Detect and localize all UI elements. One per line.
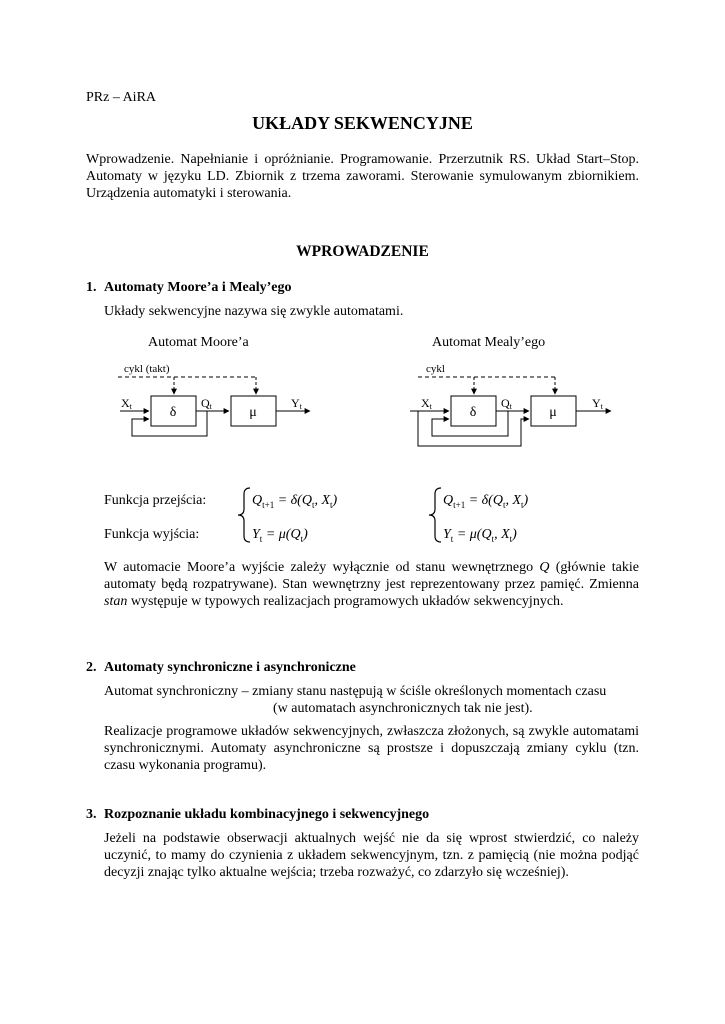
moore-input-label: Xt bbox=[121, 396, 132, 411]
mealy-state-label: Qt bbox=[501, 396, 512, 411]
page-title: UKŁADY SEKWENCYJNE bbox=[252, 113, 473, 133]
s3-heading: Rozpoznanie układu kombinacyjnego i sekwencyjnego bbox=[104, 807, 430, 822]
s2-p1-line1: Automat synchroniczny – zmiany stanu następują w ściśle określonych momentach czasu bbox=[104, 684, 607, 699]
mealy-mu-symbol: μ bbox=[549, 405, 557, 420]
moore-title: Automat Moore’a bbox=[148, 335, 249, 350]
func-output-label: Funkcja wyjścia: bbox=[104, 527, 200, 542]
abstract: Wprowadzenie. Napełnianie i opróżnianie. Programowanie. Przerzutnik RS. Układ Start–Stop. Automaty w języku LD. Zbiornik z trzema zaworami. Sterowanie symulowanym zbiornikiem. Urządzenia automatyki i sterowania. bbox=[86, 152, 639, 201]
func-transition-label: Funkcja przejścia: bbox=[104, 493, 207, 508]
s3-number: 3. bbox=[86, 807, 97, 822]
mealy-output-label: Yt bbox=[592, 396, 603, 411]
mealy-input-label: Xt bbox=[421, 396, 432, 411]
moore-delta-symbol: δ bbox=[169, 405, 177, 420]
s1-number: 1. bbox=[86, 280, 97, 295]
moore-output-label: Yt bbox=[291, 396, 302, 411]
mealy-diagram bbox=[410, 363, 611, 446]
section-title: WPROWADZENIE bbox=[296, 243, 429, 260]
moore-diagram bbox=[118, 363, 310, 436]
s3-p1: Jeżeli na podstawie obserwacji aktualnych wejść nie da się wprost stwierdzić, co należy uczynić, to mamy do czynienia z układem sekwencyjnym, tzn. z pamięcią (nie można podjąć decyzji znając tylko aktualne wejścia; trzeba rozważyć, co zdarzyło się wcześniej). bbox=[104, 831, 639, 880]
s2-number: 2. bbox=[86, 660, 97, 675]
mealy-delta-symbol: δ bbox=[469, 405, 477, 420]
mealy-clock-label: cykl bbox=[426, 363, 445, 375]
moore-clock-label: cykl (takt) bbox=[124, 363, 170, 375]
s1-heading: Automaty Moore’a i Mealy’ego bbox=[104, 280, 292, 295]
mealy-output-eq: $Y_t = \mu(Q_t$, $X_t$) bbox=[443, 527, 517, 544]
mealy-brace bbox=[427, 486, 443, 544]
moore-output-eq: $Y_t = \mu(Q_t)$ bbox=[252, 527, 308, 544]
s1-intro: Układy sekwencyjne nazywa się zwykle automatami. bbox=[104, 304, 404, 319]
moore-state-label: Qt bbox=[201, 396, 212, 411]
mealy-title: Automat Mealy’ego bbox=[432, 335, 546, 350]
moore-brace bbox=[236, 486, 252, 544]
s2-heading: Automaty synchroniczne i asynchroniczne bbox=[104, 660, 356, 675]
s2-p1-line2: (w automatach asynchronicznych tak nie jest). bbox=[273, 701, 533, 716]
s1-paragraph: W automacie Moore’a wyjście zależy wyłącznie od stanu wewnętrznego Q (głównie takie automaty będą rozpatrywane). Stan wewnętrzny jest reprezentowany przez pamięć. Zmienna stan występuje w typowych realizacjach programowych układów sekwencyjnych. bbox=[104, 560, 639, 609]
automata-diagrams bbox=[0, 350, 725, 460]
moore-transition-eq: $Q_{t+1} = \delta(Q_t$, $X_t$) bbox=[252, 493, 338, 510]
s2-p2: Realizacje programowe układów sekwencyjnych, zwłaszcza złożonych, są zwykle automatami synchronicznymi. Automaty asynchroniczne są prostsze i dopuszczają zmiany cyklu (tzn. czasu wykonania programu). bbox=[104, 724, 639, 773]
header-org: PRz – AiRA bbox=[86, 90, 157, 105]
moore-mu-symbol: μ bbox=[249, 405, 257, 420]
mealy-transition-eq: $Q_{t+1} = \delta(Q_t$, $X_t$) bbox=[443, 493, 529, 510]
